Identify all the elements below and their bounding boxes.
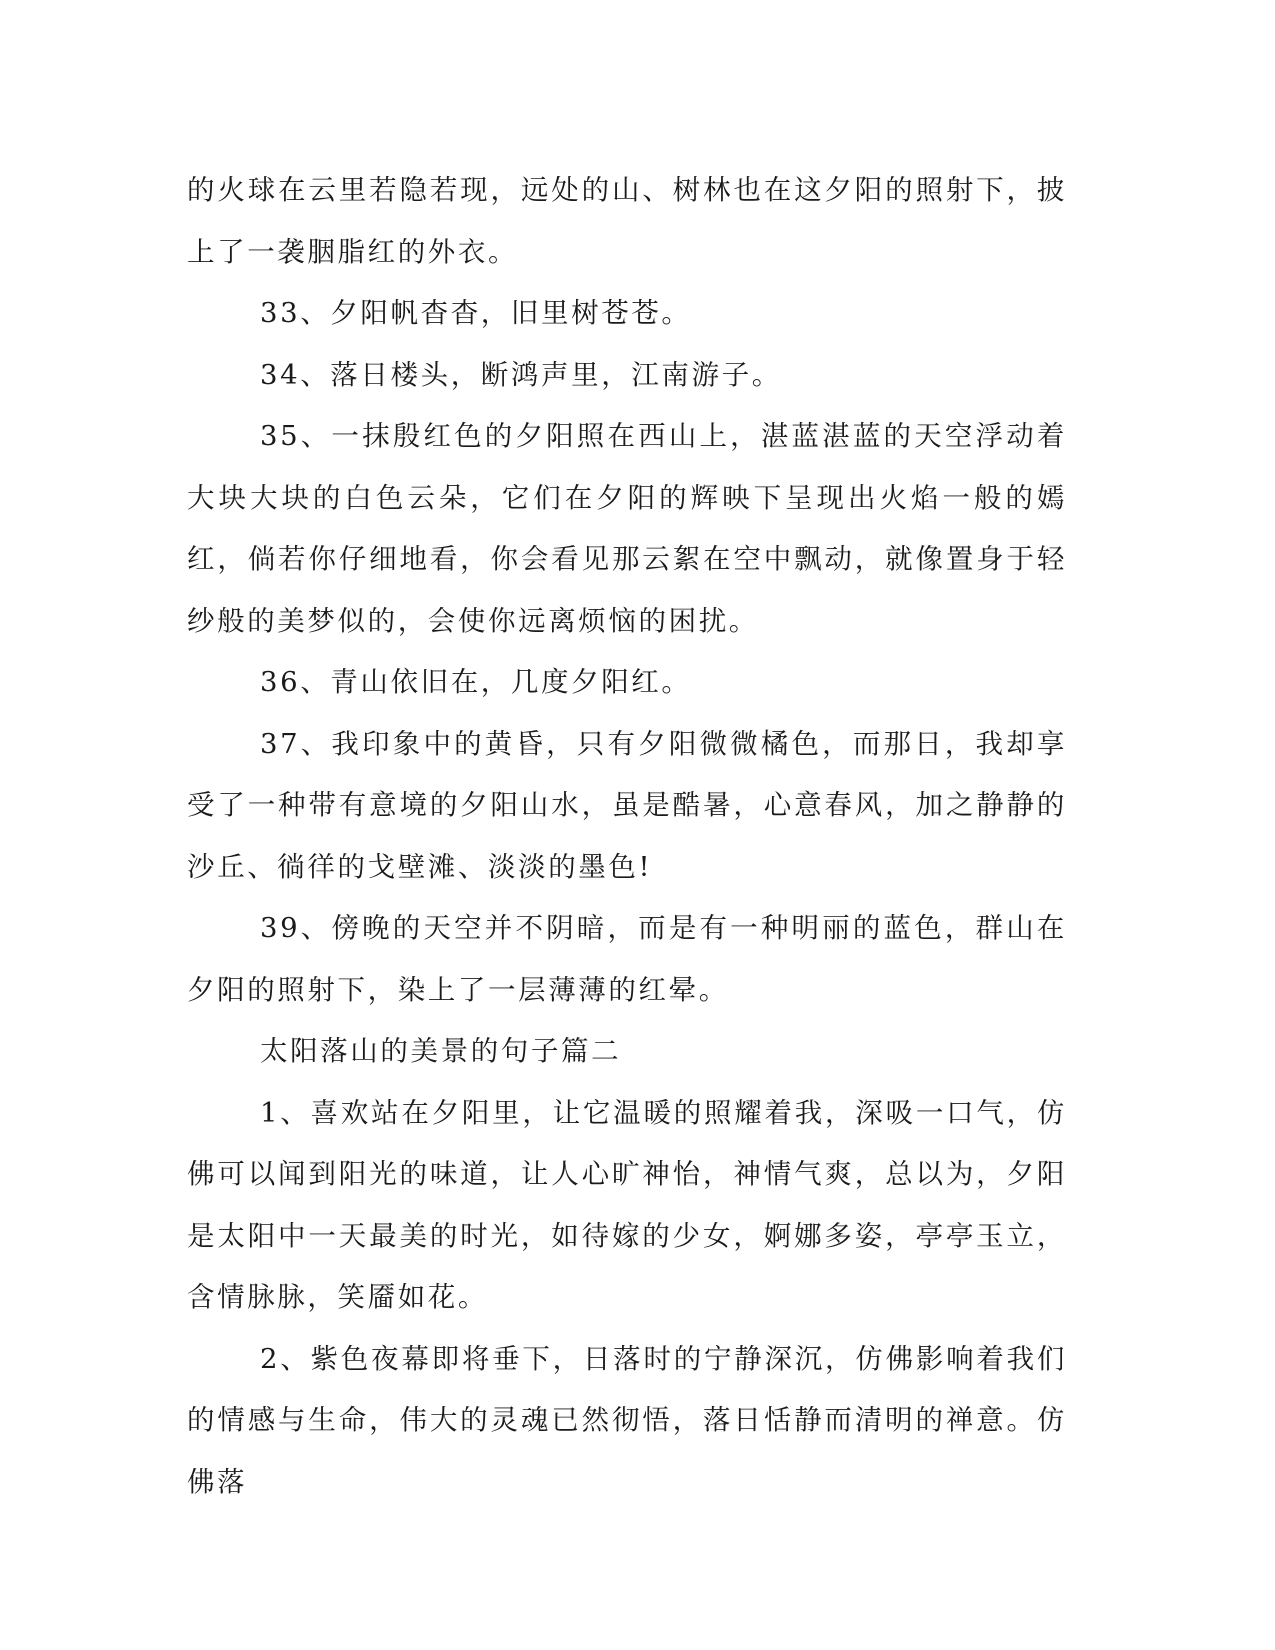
paragraph-33: 33、夕阳帆杳杳，旧里树苍苍。 [260, 297, 692, 329]
section-heading: 太阳落山的美景的句子篇二 [260, 1035, 622, 1067]
paragraph-1: 1、喜欢站在夕阳里，让它温暖的照耀着我，深吸一口气，仿佛可以闻到阳光的味道，让人心旷神怡，神情气爽，总以为，夕阳是太阳中一天最美的时光，如待嫁的少女，婀娜多姿，亭亭玉立，含情脉脉，笑靥如花。 [187, 1096, 1067, 1313]
paragraph-36: 36、青山依旧在，几度夕阳红。 [260, 666, 692, 698]
paragraph-continuation: 的火球在云里若隐若现，远处的山、树林也在这夕阳的照射下，披上了一袭胭脂红的外衣。 [187, 174, 1067, 268]
paragraph-37: 37、我印象中的黄昏，只有夕阳微微橘色，而那日，我却享受了一种带有意境的夕阳山水，虽是酷暑，心意春风，加之静静的沙丘、徜徉的戈壁滩、淡淡的墨色! [187, 727, 1067, 883]
paragraph-2: 2、紫色夜幕即将垂下，日落时的宁静深沉，仿佛影响着我们的情感与生命，伟大的灵魂已然彻悟，落日恬静而清明的禅意。仿佛落 [187, 1342, 1067, 1498]
paragraph-35: 35、一抹殷红色的夕阳照在西山上，湛蓝湛蓝的天空浮动着大块大块的白色云朵，它们在夕阳的辉映下呈现出火焰一般的嫣红，倘若你仔细地看，你会看见那云絮在空中飘动，就像置身于轻纱般的美梦似的，会使你远离烦恼的困扰。 [187, 420, 1067, 637]
document-body [187, 160, 1067, 1513]
paragraph-34: 34、落日楼头，断鸿声里，江南游子。 [260, 358, 782, 391]
paragraph-39: 39、傍晚的天空并不阴暗，而是有一种明丽的蓝色，群山在夕阳的照射下，染上了一层薄薄的红晕。 [187, 912, 1067, 1006]
